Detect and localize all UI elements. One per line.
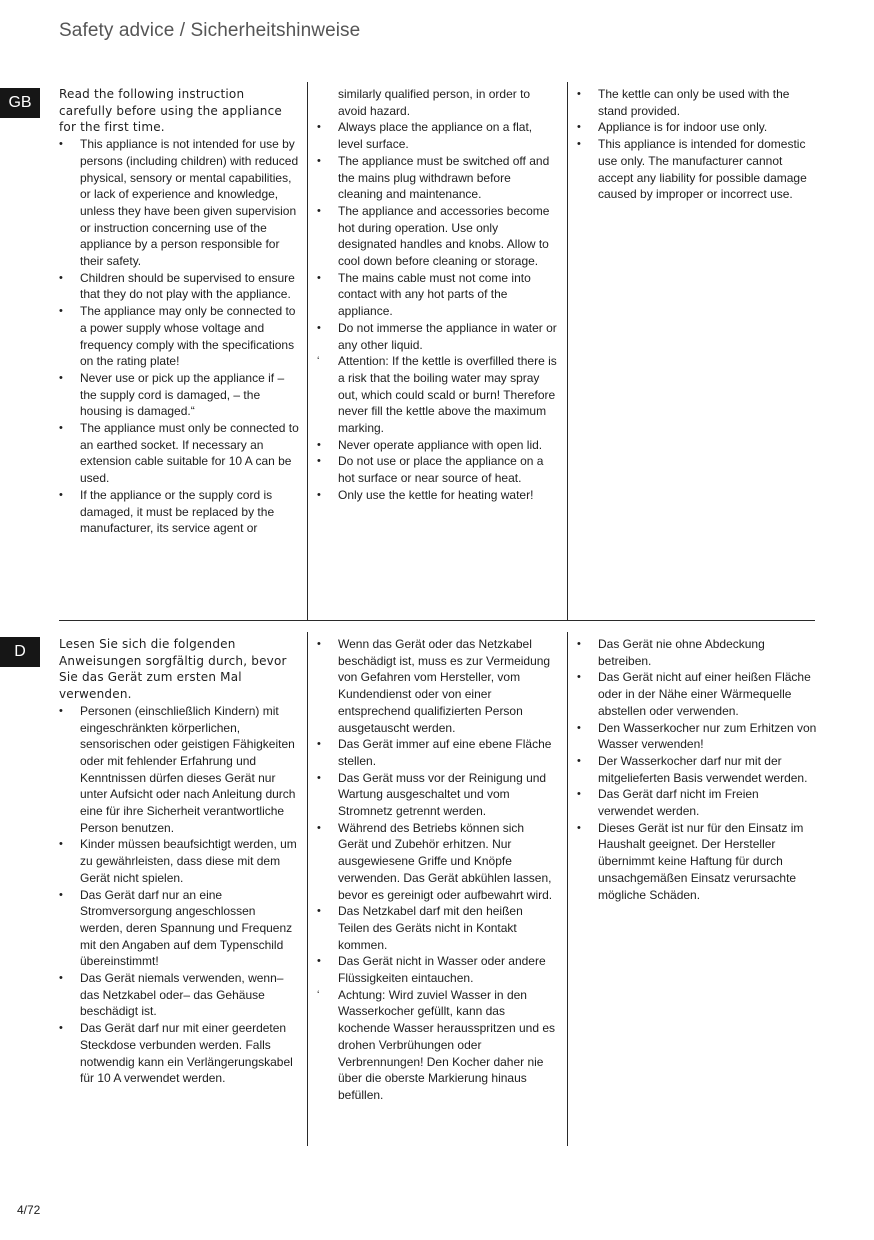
column-3	[577, 82, 817, 620]
bullet-marker: •	[577, 671, 581, 684]
list-item-text: If the appliance or the supply cord is damaged, it must be replaced by the manufacturer, its service agent or	[80, 487, 275, 536]
bullet-marker: •	[577, 138, 581, 151]
section-english	[0, 82, 874, 620]
list-item	[317, 736, 557, 769]
bullet-marker: •	[59, 704, 63, 717]
list-item	[317, 270, 557, 320]
list-item	[59, 970, 300, 1020]
list-item-text: This appliance is intended for domestic use only. The manufacturer cannot accept any liability for possible damage caused by improper or incorrect use.	[598, 137, 807, 202]
bullet-marker: •	[317, 204, 321, 217]
list-item-text: Das Gerät nie ohne Abdeckung betreiben.	[598, 637, 765, 668]
list-item-text: Den Wasserkocher nur zum Erhitzen von Wasser verwenden!	[598, 720, 817, 752]
column-3	[577, 632, 817, 1146]
list-item-text: The appliance must be switched off and the mains plug withdrawn before cleaning and maintenance.	[338, 153, 550, 202]
list-item	[317, 353, 557, 437]
list-item	[577, 669, 817, 719]
list-item-text: Das Gerät darf nur an eine Stromversorgung angeschlossen werden, deren Spannung und Frequenz mit den Angaben auf dem Typenschild übereinstimmt!	[80, 887, 293, 969]
bullet-marker: •	[577, 721, 581, 734]
bullet-marker: •	[577, 788, 581, 801]
list-item	[317, 320, 557, 353]
list-item-text: Always place the appliance on a flat, level surface.	[338, 120, 533, 152]
list-item-text: Während des Betriebs können sich Gerät und Zubehör erhitzen. Nur ausgewiesene Griffe und Knöpfe verwenden. Das Gerät abkühlen lassen, bevor es gereinigt oder aufbewahrt wird.	[338, 820, 553, 902]
bullet-marker: •	[59, 972, 63, 985]
safety-list	[577, 636, 817, 903]
continued-text: similarly qualified person, in order to avoid hazard.	[338, 87, 531, 118]
list-item	[317, 903, 557, 953]
bullet-marker: ‘	[317, 988, 320, 1001]
list-item	[317, 953, 557, 986]
bullet-marker: •	[317, 905, 321, 918]
bullet-marker: •	[317, 154, 321, 167]
list-item	[577, 119, 817, 136]
list-item-text: Personen (einschließlich Kindern) mit eingeschränkten körperlichen, sensorischen oder geistigen Fähigkeiten oder mit fehlender Erfahrung und Kenntnissen dürfen dieses Gerät nur unter Aufsicht oder nach Anleitung durch eine für ihre Sicherheit verantwortliche Person benutzen.	[80, 703, 296, 835]
bullet-marker: •	[59, 488, 63, 501]
list-item	[317, 203, 557, 270]
list-item-text: Dieses Gerät ist nur für den Einsatz im Haushalt geeignet. Der Hersteller übernimmt keine Haftung für durch unsachgemäßen Einsatz verursachte mögliche Schäden.	[598, 820, 804, 902]
list-item-text: This appliance is not intended for use by persons (including children) with reduced physical, sensory or mental capabilities, or lack of experience and knowledge, unless they have been given supervision or instruction concerning use of the appliance by a person responsible for their safety.	[80, 137, 299, 269]
intro-heading: Lesen Sie sich die folgenden Anweisungen sorgfältig durch, bevor Sie das Gerät zum ersten Mal verwenden.	[59, 637, 287, 702]
page-title: Safety advice / Sicherheitshinweise	[59, 20, 361, 41]
section-german	[0, 632, 874, 1146]
list-item-text: Do not immerse the appliance in water or any other liquid.	[338, 320, 557, 352]
bullet-marker: •	[59, 271, 63, 284]
safety-list	[317, 119, 557, 503]
list-item-text: Das Gerät nicht auf einer heißen Fläche oder in der Nähe einer Wärmequelle abstellen oder verwenden.	[598, 670, 811, 718]
intro-heading: Read the following instruction carefully before using the appliance for the first time.	[59, 87, 282, 135]
list-item	[59, 420, 300, 487]
list-item-text: Das Gerät darf nicht im Freien verwendet werden.	[598, 787, 759, 819]
language-tab-gb: GB	[0, 88, 40, 118]
list-item-text: Der Wasserkocher darf nur mit der mitgelieferten Basis verwendet werden.	[598, 753, 808, 785]
bullet-marker: •	[317, 638, 321, 650]
list-item-text: The mains cable must not come into contact with any hot parts of the appliance.	[338, 270, 531, 319]
list-item	[59, 303, 300, 370]
safety-list	[59, 703, 300, 1087]
list-item-text: Das Netzkabel darf mit den heißen Teilen des Geräts nicht in Kontakt kommen.	[338, 904, 523, 952]
column-2	[317, 82, 557, 620]
list-item-text: The appliance and accessories become hot during operation. Use only designated handles and knobs. Allow to cool down before cleaning or storage.	[338, 203, 550, 269]
list-item	[317, 820, 557, 904]
bullet-marker: •	[317, 455, 321, 468]
bullet-marker: ‘	[317, 355, 320, 368]
bullet-marker: •	[317, 438, 321, 451]
list-item-text: Only use the kettle for heating water!	[338, 487, 534, 502]
list-item	[317, 770, 557, 820]
list-item-text: Never use or pick up the appliance if – the supply cord is damaged, – the housing is damaged.“	[80, 370, 285, 419]
column-divider	[307, 632, 308, 1146]
list-item	[577, 786, 817, 819]
list-item	[59, 703, 300, 837]
list-item	[577, 86, 817, 119]
bullet-marker: •	[59, 371, 63, 384]
safety-list	[577, 86, 817, 203]
bullet-marker: •	[317, 121, 321, 134]
bullet-marker: •	[59, 305, 63, 318]
list-item	[59, 887, 300, 971]
list-item-text: Wenn das Gerät oder das Netzkabel beschädigt ist, muss es zur Vermeidung von Gefahren vom Hersteller, vom Kundendienst oder von einer entsprechend qualifizierten Person ausgetauscht werden.	[338, 637, 551, 735]
bullet-marker: •	[317, 821, 321, 834]
list-item	[59, 1020, 300, 1087]
list-item	[59, 836, 300, 886]
list-item	[317, 636, 557, 736]
list-item	[59, 487, 300, 537]
list-item	[317, 487, 557, 504]
bullet-marker: •	[317, 771, 321, 784]
column-divider	[307, 82, 308, 620]
bullet-marker: •	[59, 838, 63, 851]
list-item	[577, 136, 817, 203]
page-number: 4/72	[17, 1203, 41, 1217]
bullet-marker: •	[317, 738, 321, 751]
list-item-text: Das Gerät immer auf eine ebene Fläche stellen.	[338, 737, 552, 768]
list-item	[577, 820, 817, 904]
column-1	[59, 632, 300, 1146]
bullet-marker: •	[317, 488, 321, 501]
bullet-marker: •	[59, 138, 63, 151]
column-2	[317, 632, 557, 1146]
list-item	[577, 720, 817, 753]
bullet-marker: •	[317, 271, 321, 284]
list-item-text: Achtung: Wird zuviel Wasser in den Wasserkocher gefüllt, kann das kochende Wasser herausspritzen und es drohen Verbrühungen oder Verbrennungen! Den Kocher daher nie über die oberste Markierung hinaus befüllen.	[338, 987, 556, 1102]
bullet-marker: •	[577, 754, 581, 767]
list-item	[317, 453, 557, 486]
safety-list	[317, 636, 557, 1104]
bullet-marker: •	[317, 321, 321, 334]
list-item	[317, 987, 557, 1104]
bullet-marker: •	[577, 121, 581, 134]
list-item	[59, 370, 300, 420]
list-item-text: Never operate appliance with open lid.	[338, 437, 543, 452]
list-item	[59, 270, 300, 303]
list-item	[577, 753, 817, 786]
list-item-text: Das Gerät muss vor der Reinigung und Wartung ausgeschaltet und vom Stromnetz getrennt werden.	[338, 770, 547, 819]
list-item-text: Das Gerät niemals verwenden, wenn– das Netzkabel oder– das Gehäuse beschädigt ist.	[80, 971, 284, 1019]
list-item-text: Das Gerät darf nur mit einer geerdeten Steckdose verbunden werden. Falls notwendig kann ein Verlängerungskabel für 10 A verwendet werden.	[80, 1021, 293, 1086]
list-item-text: The kettle can only be used with the stand provided.	[598, 87, 790, 118]
list-item-text: Appliance is for indoor use only.	[598, 120, 768, 135]
safety-list	[59, 136, 300, 537]
list-item-text: The appliance must only be connected to an earthed socket. If necessary an extension cable suitable for 10 A can be used.	[80, 421, 299, 486]
bullet-marker: •	[317, 955, 321, 968]
bullet-marker: •	[59, 1022, 63, 1035]
language-tab-de: D	[0, 637, 40, 667]
list-item	[317, 119, 557, 152]
list-item-text: Children should be supervised to ensure that they do not play with the appliance.	[80, 270, 295, 302]
list-item-text: Kinder müssen beaufsichtigt werden, um zu gewährleisten, dass diese mit dem Gerät nicht spielen.	[80, 837, 297, 885]
bullet-marker: •	[577, 821, 581, 834]
bullet-marker: •	[59, 888, 63, 901]
bullet-marker: •	[577, 88, 581, 100]
column-1	[59, 82, 300, 620]
list-item-text: The appliance may only be connected to a power supply whose voltage and frequency comply with the specifications on the rating plate!	[80, 304, 296, 369]
list-item	[59, 136, 300, 270]
bullet-marker: •	[59, 422, 63, 435]
bullet-marker: •	[577, 638, 581, 650]
column-divider	[567, 632, 568, 1146]
list-item-text: Do not use or place the appliance on a hot surface or near source of heat.	[338, 454, 544, 486]
list-item	[317, 437, 557, 454]
list-item-text: Das Gerät nicht in Wasser oder andere Flüssigkeiten eintauchen.	[338, 954, 546, 986]
list-item-text: Attention: If the kettle is overfilled there is a risk that the boiling water may spray out, which could scald or burn! Therefore never fill the kettle above the maximum marking.	[338, 354, 557, 436]
list-item	[577, 636, 817, 669]
column-divider	[567, 82, 568, 620]
section-divider	[59, 620, 815, 621]
list-item	[317, 153, 557, 203]
